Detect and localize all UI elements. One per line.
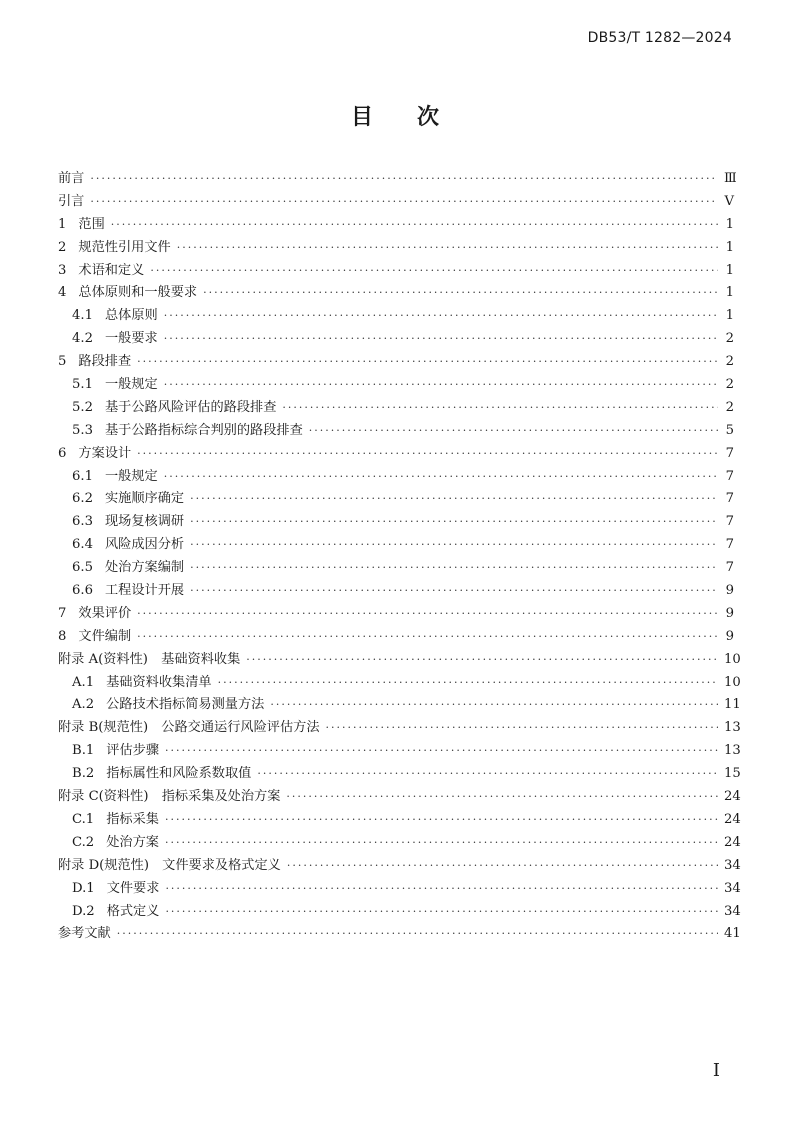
- toc-entry-label: 文件编制: [78, 628, 132, 644]
- toc-entry-number: 2: [58, 239, 67, 255]
- toc-entry-page: 1: [725, 262, 734, 278]
- toc-entry-page: 34: [724, 903, 741, 919]
- toc-dot-leader: [90, 168, 718, 191]
- toc-entry-number: 8: [58, 628, 67, 644]
- toc-entry-page: 24: [724, 789, 741, 805]
- toc-entry-number: C.2: [72, 834, 95, 850]
- toc-entry-page: 24: [724, 811, 741, 827]
- toc-dot-leader: [190, 488, 718, 511]
- toc-entry-number: 1: [58, 216, 67, 232]
- toc-entry-page: 11: [724, 697, 741, 713]
- toc-dot-leader: [137, 443, 718, 466]
- table-of-contents: [58, 168, 741, 946]
- toc-entry-number: 6.5: [72, 560, 93, 576]
- toc-dot-leader: [282, 397, 718, 420]
- toc-entry-page: 2: [725, 354, 734, 370]
- toc-entry-page: 1: [725, 216, 734, 232]
- toc-entry-page: 2: [725, 331, 734, 347]
- toc-entry-label: 附录 D(规范性) 文件要求及格式定义: [58, 857, 281, 873]
- toc-entry-label: 参考文献: [58, 926, 111, 942]
- toc-entry-page: 1: [725, 285, 734, 301]
- toc-dot-leader: [137, 603, 718, 626]
- toc-entry-label: 一般规定: [104, 377, 158, 393]
- toc-entry[interactable]: [58, 443, 734, 466]
- toc-entry-number: 3: [58, 262, 67, 278]
- toc-entry-label: 附录 C(资料性) 指标采集及处治方案: [58, 789, 281, 805]
- toc-entry-label: 总体原则和一般要求: [78, 285, 198, 301]
- toc-entry-number: B.1: [72, 743, 95, 759]
- toc-entry-label: 实施顺序确定: [104, 491, 185, 507]
- toc-entry-label: 附录 B(规范性) 公路交通运行风险评估方法: [58, 720, 320, 736]
- toc-entry[interactable]: [58, 466, 734, 489]
- toc-entry[interactable]: [58, 603, 734, 626]
- toc-entry-label: 基于公路指标综合判别的路段排查: [104, 422, 303, 438]
- toc-entry-label: 格式定义: [106, 903, 160, 919]
- toc-dot-leader: [137, 626, 718, 649]
- toc-entry-page: 7: [725, 491, 734, 507]
- toc-entry[interactable]: [58, 809, 741, 832]
- toc-entry-label: 基础资料收集清单: [106, 674, 212, 690]
- toc-entry-number: D.1: [72, 880, 95, 896]
- toc-entry-label: 路段排查: [78, 354, 132, 370]
- toc-entry[interactable]: [58, 855, 741, 878]
- toc-entry[interactable]: [58, 878, 741, 901]
- toc-entry[interactable]: [58, 672, 741, 695]
- toc-entry[interactable]: [58, 351, 734, 374]
- toc-entry[interactable]: [58, 901, 741, 924]
- toc-dot-leader: [164, 374, 718, 397]
- toc-dot-leader: [90, 191, 718, 214]
- toc-entry[interactable]: [58, 328, 734, 351]
- toc-entry-page: Ⅴ: [724, 193, 734, 209]
- toc-entry-label: 一般要求: [104, 331, 158, 347]
- toc-entry[interactable]: [58, 580, 734, 603]
- toc-entry-page: 10: [724, 674, 741, 690]
- toc-entry-label: 指标采集: [106, 811, 159, 827]
- toc-entry-number: D.2: [72, 903, 95, 919]
- toc-entry-label: 一般规定: [104, 468, 158, 484]
- toc-entry-label: 前言: [58, 171, 85, 186]
- toc-entry[interactable]: [58, 717, 741, 740]
- toc-entry-number: 6.1: [72, 468, 93, 484]
- toc-entry-page: 7: [725, 514, 734, 530]
- toc-dot-leader: [150, 260, 718, 283]
- toc-entry[interactable]: [58, 282, 734, 305]
- toc-dot-leader: [165, 740, 718, 763]
- toc-entry[interactable]: [58, 237, 734, 260]
- toc-entry[interactable]: [58, 832, 741, 855]
- toc-entry-page: 9: [725, 583, 734, 599]
- toc-entry-number: 6.4: [72, 537, 93, 553]
- toc-entry[interactable]: [58, 786, 741, 809]
- toc-dot-leader: [164, 305, 718, 328]
- toc-dot-leader: [270, 694, 718, 717]
- toc-entry[interactable]: [58, 557, 734, 580]
- toc-dot-leader: [164, 466, 718, 489]
- toc-entry-number: 4.1: [72, 308, 93, 324]
- toc-entry-label: 方案设计: [78, 445, 132, 461]
- toc-entry-page: 2: [725, 399, 734, 415]
- toc-entry[interactable]: [58, 626, 734, 649]
- toc-entry-page: 1: [725, 239, 734, 255]
- toc-entry-page: Ⅲ: [724, 171, 737, 186]
- toc-dot-leader: [287, 855, 718, 878]
- toc-entry-page: 9: [725, 605, 734, 621]
- toc-entry[interactable]: [58, 168, 737, 191]
- toc-entry-number: 7: [58, 605, 67, 621]
- toc-entry-label: 现场复核调研: [104, 514, 185, 530]
- toc-entry-page: 34: [724, 857, 741, 873]
- toc-entry-label: 文件要求: [106, 880, 160, 896]
- toc-entry[interactable]: [58, 397, 734, 420]
- toc-entry-label: 规范性引用文件: [78, 239, 171, 255]
- toc-dot-leader: [326, 717, 718, 740]
- toc-dot-leader: [137, 351, 718, 374]
- toc-entry-page: 7: [725, 468, 734, 484]
- toc-entry-page: 15: [724, 766, 741, 782]
- toc-entry-label: 评估步骤: [106, 743, 160, 759]
- toc-entry-number: 4: [58, 285, 67, 301]
- toc-entry[interactable]: [58, 488, 734, 511]
- toc-entry[interactable]: [58, 740, 741, 763]
- toc-entry-label: 工程设计开展: [104, 583, 185, 599]
- toc-entry-label: 基于公路风险评估的路段排查: [104, 399, 277, 415]
- toc-entry-page: 9: [725, 628, 734, 644]
- toc-entry-page: 13: [724, 720, 741, 736]
- page-title: 目 次: [350, 105, 439, 130]
- toc-entry-label: 处治方案: [106, 834, 159, 850]
- toc-dot-leader: [165, 878, 718, 901]
- toc-entry-label: 效果评价: [78, 605, 132, 621]
- toc-entry[interactable]: [58, 260, 734, 283]
- toc-dot-leader: [177, 237, 718, 260]
- toc-entry[interactable]: [58, 534, 734, 557]
- toc-entry-number: C.1: [72, 811, 95, 827]
- toc-entry-page: 7: [725, 560, 734, 576]
- toc-entry-label: 公路技术指标简易测量方法: [106, 697, 265, 713]
- toc-entry[interactable]: [58, 694, 741, 717]
- toc-entry[interactable]: [58, 305, 734, 328]
- toc-entry-number: 5.2: [72, 399, 93, 415]
- toc-dot-leader: [165, 809, 718, 832]
- toc-dot-leader: [286, 786, 718, 809]
- toc-entry-label: 处治方案编制: [104, 560, 185, 576]
- page-number: I: [712, 1060, 720, 1081]
- toc-entry-page: 41: [724, 926, 741, 942]
- toc-entry-page: 5: [725, 422, 734, 438]
- toc-entry-page: 2: [725, 377, 734, 393]
- toc-entry-page: 13: [724, 743, 741, 759]
- toc-entry-number: 6.2: [72, 491, 93, 507]
- toc-entry[interactable]: [58, 649, 741, 672]
- toc-entry-label: 风险成因分析: [104, 537, 185, 553]
- toc-entry-page: 7: [725, 445, 734, 461]
- toc-dot-leader: [190, 557, 718, 580]
- toc-entry-number: A.1: [72, 674, 95, 690]
- toc-dot-leader: [190, 511, 718, 534]
- toc-dot-leader: [117, 923, 718, 946]
- toc-entry-number: 6: [58, 445, 67, 461]
- toc-entry-number: 6.6: [72, 583, 93, 599]
- toc-entry-page: 34: [724, 880, 741, 896]
- toc-dot-leader: [190, 534, 718, 557]
- toc-entry[interactable]: [58, 374, 734, 397]
- toc-entry-page: 1: [725, 308, 734, 324]
- toc-dot-leader: [165, 901, 718, 924]
- toc-entry[interactable]: [58, 191, 734, 214]
- document-code: DB53/T 1282—2024: [587, 30, 732, 46]
- toc-entry-number: 5.3: [72, 422, 93, 438]
- toc-entry-number: B.2: [72, 766, 95, 782]
- toc-dot-leader: [257, 763, 718, 786]
- toc-entry-label: 引言: [58, 193, 85, 209]
- toc-entry[interactable]: [58, 420, 734, 443]
- toc-entry-label: 范围: [78, 216, 105, 232]
- toc-dot-leader: [190, 580, 718, 603]
- toc-dot-leader: [203, 282, 718, 305]
- toc-entry[interactable]: [58, 923, 741, 946]
- toc-entry-number: 5.1: [72, 377, 93, 393]
- toc-entry-number: 6.3: [72, 514, 93, 530]
- toc-entry-label: 附录 A(资料性) 基础资料收集: [58, 651, 241, 667]
- toc-entry-label: 总体原则: [104, 308, 158, 324]
- toc-entry-number: 5: [58, 354, 67, 370]
- toc-entry[interactable]: [58, 214, 734, 237]
- toc-dot-leader: [164, 328, 718, 351]
- toc-entry-label: 指标属性和风险系数取值: [106, 766, 252, 782]
- toc-entry[interactable]: [58, 511, 734, 534]
- toc-entry-number: 4.2: [72, 331, 93, 347]
- toc-dot-leader: [165, 832, 718, 855]
- toc-entry-number: A.2: [72, 697, 95, 713]
- toc-entry-page: 7: [725, 537, 734, 553]
- toc-dot-leader: [309, 420, 718, 443]
- toc-dot-leader: [246, 649, 718, 672]
- toc-dot-leader: [111, 214, 718, 237]
- toc-dot-leader: [218, 672, 718, 695]
- toc-entry-page: 10: [724, 651, 741, 667]
- toc-entry-page: 24: [724, 834, 741, 850]
- toc-entry[interactable]: [58, 763, 741, 786]
- toc-entry-label: 术语和定义: [78, 262, 145, 278]
